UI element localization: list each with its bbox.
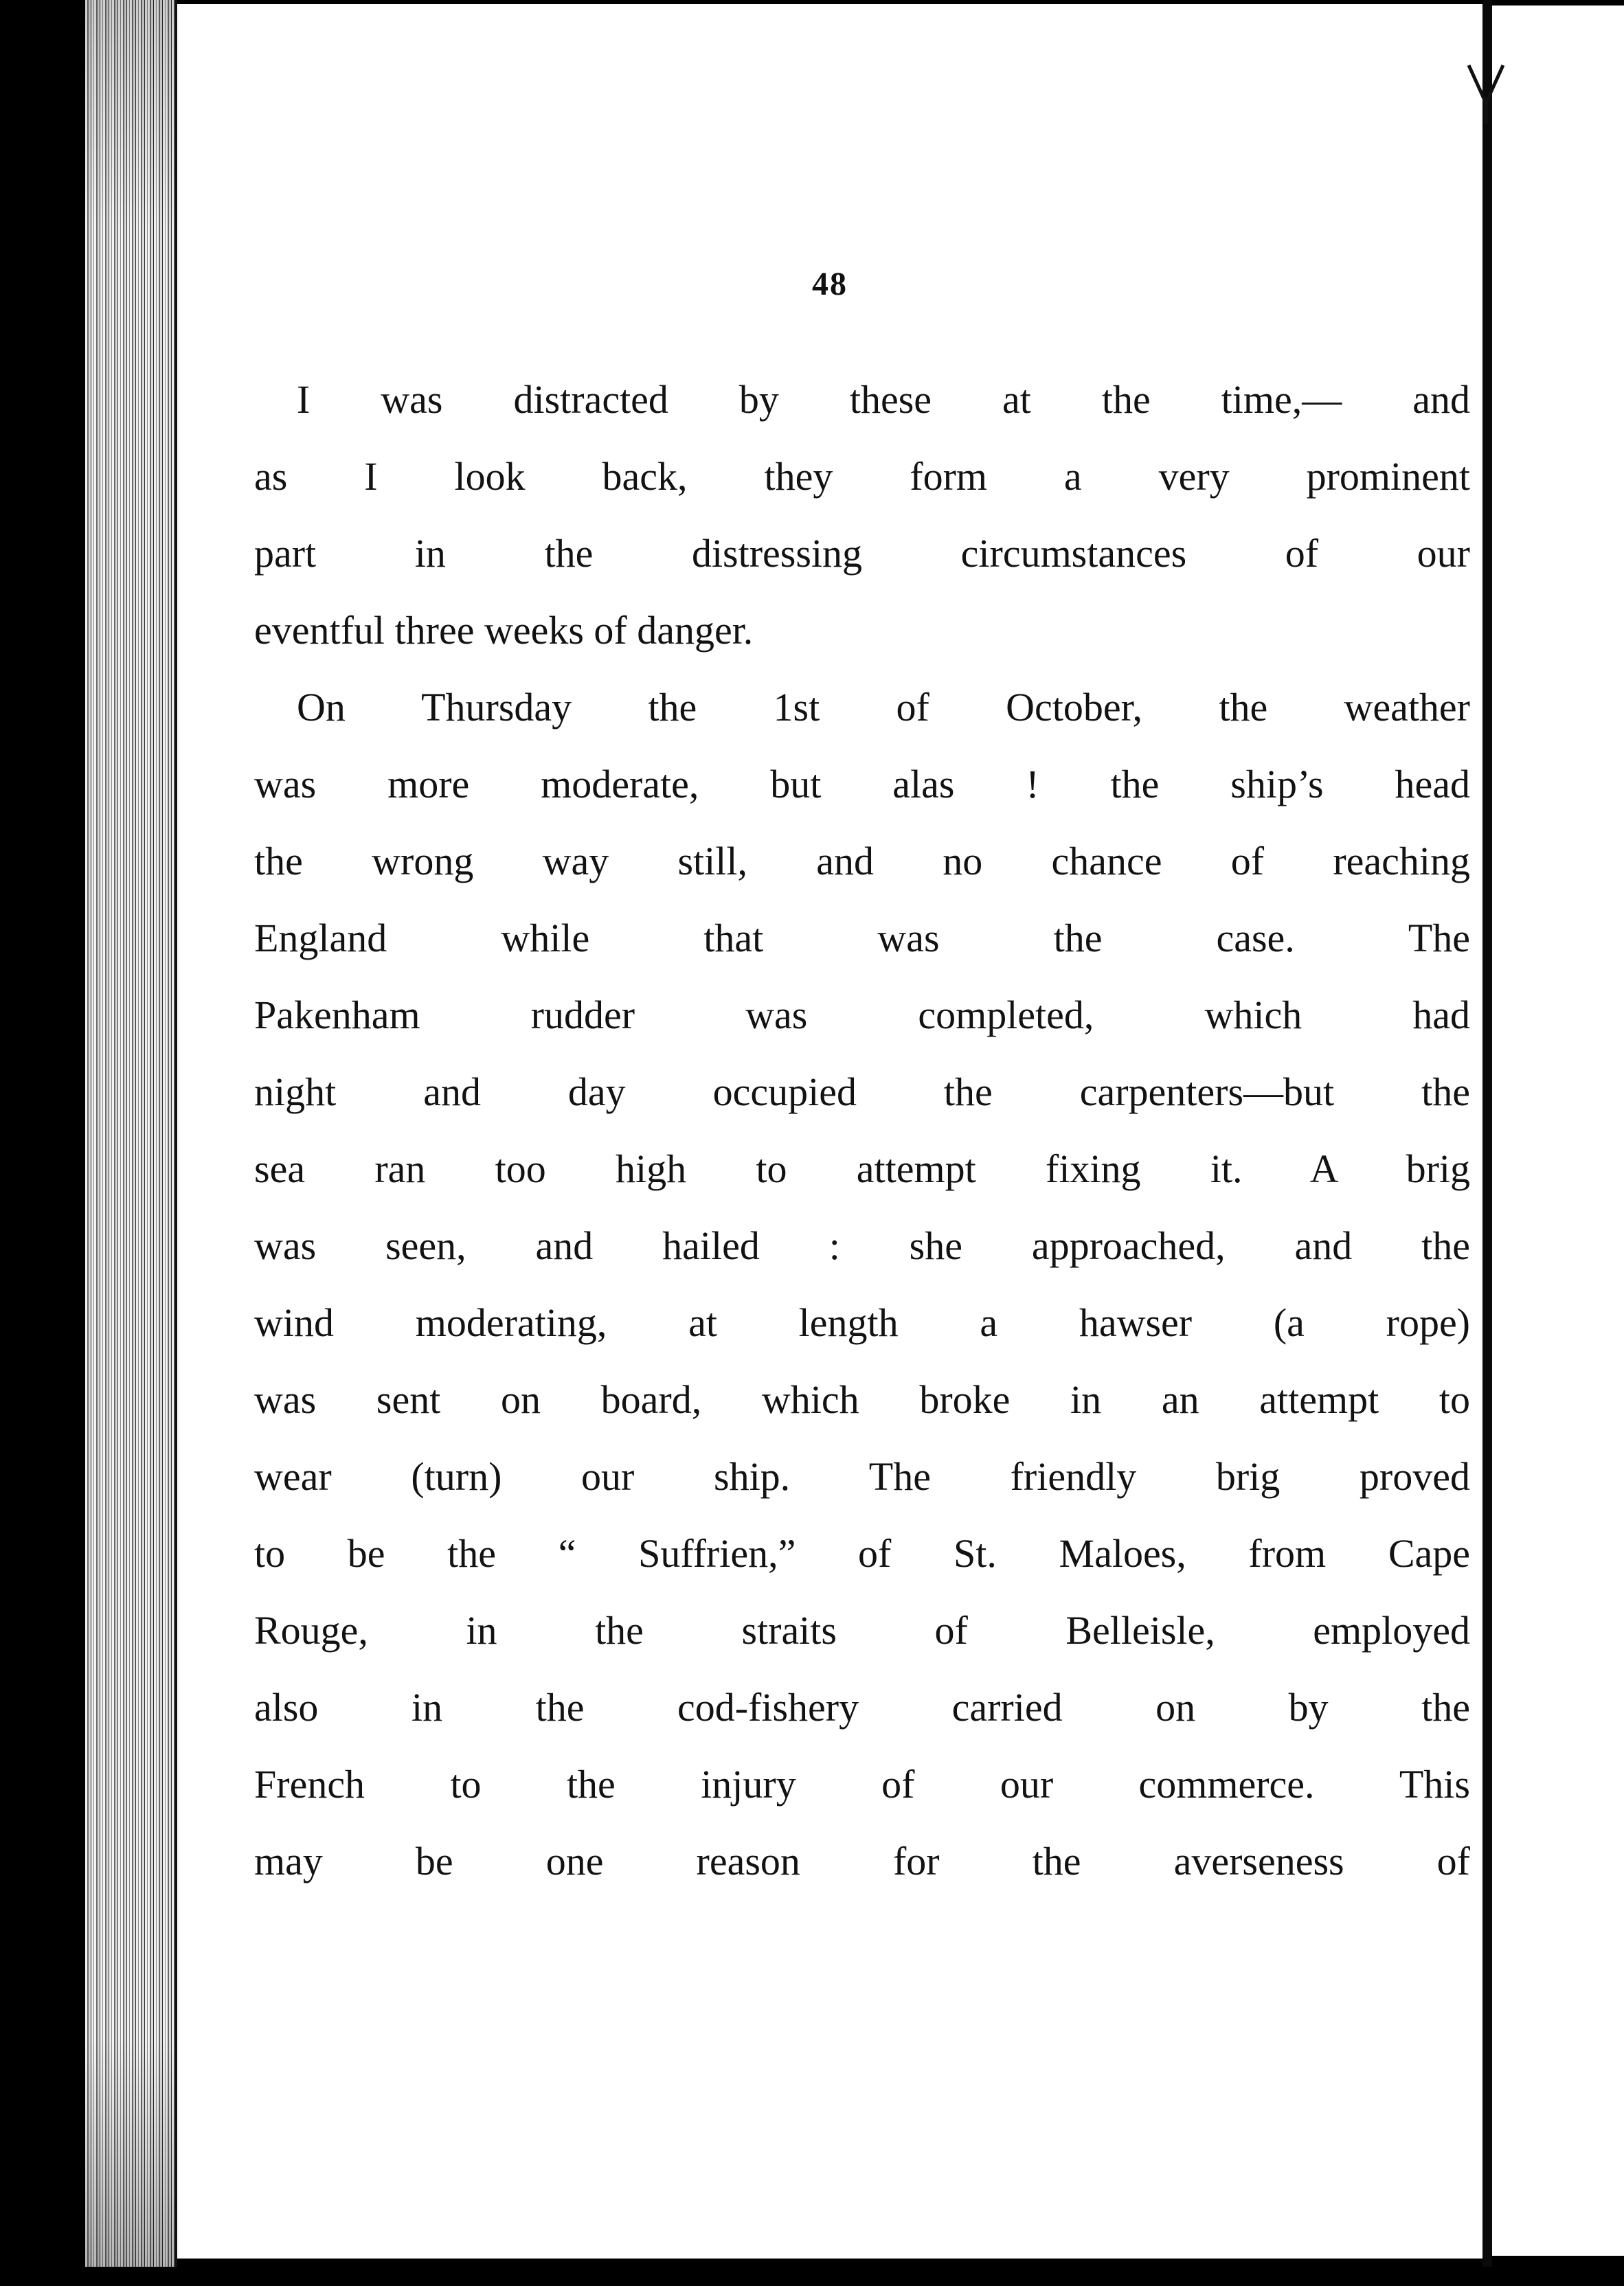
text-line: wear (turn) our ship. The friendly brig proved bbox=[254, 1454, 1470, 1499]
text-line: to be the “ Suffrien,” of St. Maloes, from Cape bbox=[254, 1531, 1470, 1576]
text-line: wind moderating, at length a hawser (a rope) bbox=[254, 1300, 1470, 1345]
binding-gutter bbox=[1482, 0, 1492, 2267]
page-edges bbox=[85, 0, 174, 2267]
page-bottom-edge bbox=[177, 2259, 1482, 2286]
facing-page bbox=[1492, 5, 1624, 2256]
text-line: sea ran too high to attempt fixing it. A brig bbox=[254, 1146, 1470, 1191]
text-line: was seen, and hailed : she approached, and the bbox=[254, 1223, 1470, 1268]
text-line: may be one reason for the averseness of bbox=[254, 1839, 1470, 1883]
body-text bbox=[254, 361, 1470, 1900]
text-line: eventful three weeks of danger. bbox=[254, 608, 754, 653]
text-line: part in the distressing circumstances of our bbox=[254, 531, 1470, 576]
text-line: the wrong way still, and no chance of reaching bbox=[254, 839, 1470, 883]
binding-stitch-icon bbox=[1462, 62, 1510, 124]
book-page bbox=[177, 4, 1482, 2259]
text-line: Rouge, in the straits of Belleisle, employed bbox=[254, 1608, 1470, 1653]
text-line: night and day occupied the carpenters—but the bbox=[254, 1070, 1470, 1114]
text-line: On Thursday the 1st of October, the weather bbox=[297, 685, 1470, 729]
text-line: as I look back, they form a very prominent bbox=[254, 454, 1470, 499]
page-number: 48 bbox=[812, 266, 848, 302]
text-line: Pakenham rudder was completed, which had bbox=[254, 993, 1470, 1037]
text-line: was sent on board, which broke in an attempt to bbox=[254, 1377, 1470, 1422]
text-line: I was distracted by these at the time,— and bbox=[297, 377, 1470, 422]
text-line: England while that was the case. The bbox=[254, 916, 1470, 960]
text-line: French to the injury of our commerce. This bbox=[254, 1762, 1470, 1807]
text-line: also in the cod-fishery carried on by the bbox=[254, 1685, 1470, 1730]
text-line: was more moderate, but alas ! the ship’s head bbox=[254, 762, 1470, 806]
